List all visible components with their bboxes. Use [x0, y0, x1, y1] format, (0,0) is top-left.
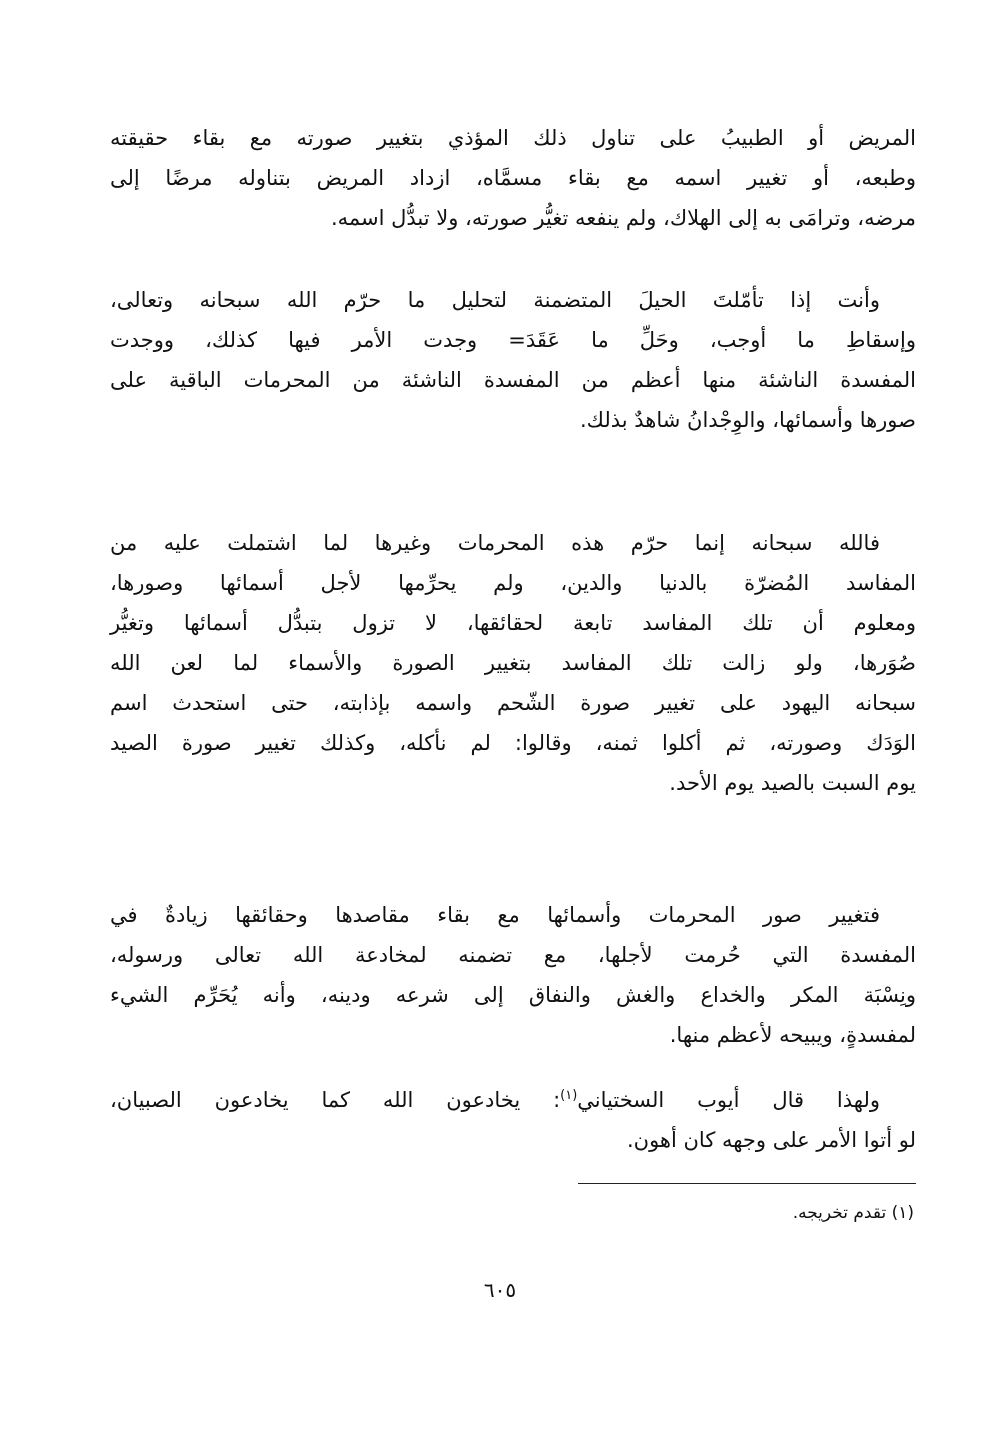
- footnote: (١) تقدم تخريجه.: [792, 1203, 914, 1223]
- text-line: ومعلوم أن تلك المفاسد تابعة لحقائقها، لا تزول بتبدُّل أسمائها وتغيُّر: [110, 611, 916, 635]
- footnote-marker[interactable]: (١): [560, 1088, 578, 1103]
- text-line: صُوَرها، ولو زالت تلك المفاسد بتغيير الصورة والأسماء لما لعن الله: [110, 651, 916, 675]
- paragraph-1: [110, 118, 916, 238]
- text-line: مرضه، وترامَى به إلى الهلاك، ولم ينفعه تغيُّر صورته، ولا تبدُّل اسمه.: [330, 206, 916, 230]
- footnote-divider: [578, 1183, 916, 1184]
- text-line: لمفسدةٍ، ويبيحه لأعظم منها.: [669, 1023, 916, 1047]
- text-line: يوم السبت بالصيد يوم الأحد.: [669, 771, 916, 795]
- paragraph-5: [110, 1080, 916, 1160]
- text-line: [110, 1080, 916, 1120]
- paragraph-4: [110, 895, 916, 1055]
- text-line: المفاسد المُضرّة بالدنيا والدين، ولم يحرِّمها لأجل أسمائها وصورها،: [110, 571, 916, 595]
- text-segment: ولهذا قال أيوب السختياني: [577, 1088, 880, 1112]
- text-line: فتغيير صور المحرمات وأسمائها مع بقاء مقاصدها وحقائقها زيادةٌ في: [110, 903, 880, 927]
- text-line: المفسدة التي حُرمت لأجلها، مع تضمنه لمخادعة الله تعالى ورسوله،: [110, 943, 916, 967]
- text-line: ونِسْبَة المكر والخداع والغش والنفاق إلى شرعه ودينه، وأنه يُحَرِّم الشيء: [110, 983, 916, 1007]
- text-line: المفسدة الناشئة منها أعظم من المفسدة الناشئة من المحرمات الباقية على: [110, 368, 916, 392]
- text-line: فالله سبحانه إنما حرّم هذه المحرمات وغيرها لما اشتملت عليه من: [110, 531, 880, 555]
- text-line: وأنت إذا تأمّلتَ الحيلَ المتضمنة لتحليل ما حرّم الله سبحانه وتعالى،: [110, 288, 880, 312]
- text-line: المريض أو الطبيبُ على تناول ذلك المؤذي بتغيير صورته مع بقاء حقيقته: [110, 126, 916, 150]
- text-line: لو أتوا الأمر على وجهه كان أهون.: [626, 1128, 916, 1152]
- text-line: سبحانه اليهود على تغيير صورة الشّحم واسمه بإذابته، حتى استحدث اسم: [110, 691, 916, 715]
- text-line: صورها وأسمائها، والوِجْدانُ شاهدٌ بذلك.: [579, 408, 916, 432]
- paragraph-2: [110, 280, 916, 440]
- text-segment: : يخادعون الله كما يخادعون الصبيان،: [110, 1088, 561, 1112]
- text-line: وطبعه، أو تغيير اسمه مع بقاء مسمَّاه، ازداد المريض بتناوله مرضًا إلى: [110, 166, 916, 190]
- text-line: الوَدَك وصورته، ثم أكلوا ثمنه، وقالوا: لم نأكله، وكذلك تغيير صورة الصيد: [110, 731, 916, 755]
- page-number: ٦٠٥: [483, 1278, 517, 1302]
- text-line: وإسقاطِ ما أوجب، وحَلِّ ما عَقَدَ= وجدت الأمر فيها كذلك، ووجدت: [110, 328, 916, 352]
- paragraph-3: [110, 523, 916, 803]
